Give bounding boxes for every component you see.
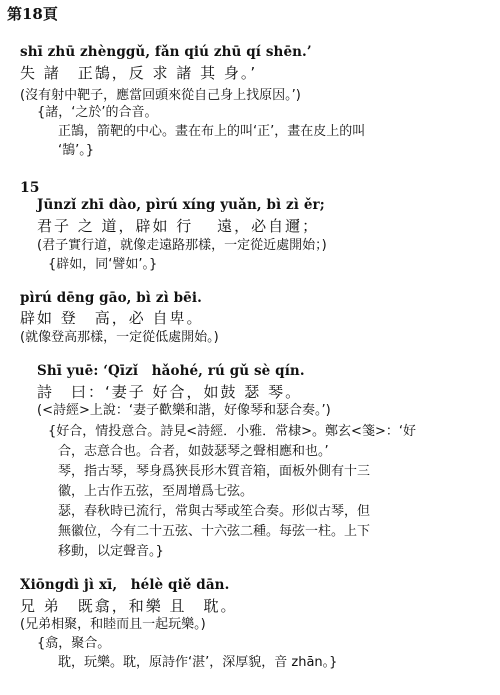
section-4-note-line: 徽，上古作五弦，至周增爲七弦。 [58,484,254,499]
section-4-note-line: 移動，以定聲音。} [58,544,164,559]
section-3-hanzi: 辟如 登 高，必 自卑。 [20,309,204,327]
section-1-note-line: {諸，‘之於’的合音。 [37,105,158,120]
section-3-pinyin: pìrú dēng gāo, bì zì bēi. [20,290,202,306]
section-1-pinyin: shī zhū zhènggǔ, fǎn qiú zhū qí shēn.’ [20,44,312,60]
section-4-translation: (<詩經>上說：‘妻子歡樂和諧，好像琴和瑟合奏。’) [37,403,331,418]
section-5-hanzi: 兄 弟 既翕，和樂 且 耽。 [20,597,238,615]
section-1-translation: (沒有射中靶子，應當回頭來從自己身上找原因。’) [20,88,301,103]
page-title: 第18頁 [7,5,58,23]
section-3-translation: (就像登高那樣，一定從低處開始。) [20,330,219,345]
section-2-note-line: {辟如，同‘譬如’。} [48,257,158,272]
section-4-note-line: 合，志意合也。合者，如鼓瑟琴之聲相應和也。’ [58,444,329,459]
section-4-note-line: 琴，指古琴，琴身爲狹長形木質音箱，面板外側有十三 [58,464,371,479]
section-4-note-line: {好合，情投意合。詩見<詩經．小雅．常棣>。鄭玄<箋>：‘好 [48,424,416,439]
section-1-hanzi: 失 諸 正鵠，反 求 諸 其 身。’ [20,64,258,82]
section-2-hanzi: 君子 之 道，辟如 行 遠，必自邇； [37,217,320,235]
section-1-note-line: 正鵠，箭靶的中心。畫在布上的叫‘正’，畫在皮上的叫 [58,124,366,139]
section-2-translation: (君子實行道，就像走遠路那樣，一定從近處開始；) [37,238,327,253]
section-4-pinyin: Shī yuē: ‘Qīzǐ hǎohé, rú gǔ sè qín. [37,363,305,379]
section-1-note-line: ‘鵠’。} [58,143,95,158]
section-4-note-line: 瑟，春秋時已流行，常與古琴或笙合奏。形似古琴，但 [58,504,371,519]
section-5-note-line: 耽，玩樂。耽，原詩作‘湛’，深厚貌，音 zhān。} [58,655,338,670]
section-5-translation: (兄弟相聚，和睦而且一起玩樂。) [20,617,206,632]
section-5-note-line: {翕，聚合。 [37,636,111,651]
section-5-pinyin: Xiōngdì jì xī, hélè qiě dān. [20,577,230,593]
entry-number: 15 [20,180,40,196]
section-2-pinyin: Jūnzǐ zhī dào, pìrú xíng yuǎn, bì zì ěr; [37,197,325,213]
section-4-hanzi: 詩 曰：‘妻子 好合，如鼓 瑟 琴。 [37,383,303,401]
section-4-note-line: 無徽位，今有二十五弦、十六弦二種。每弦一柱。上下 [58,524,371,539]
